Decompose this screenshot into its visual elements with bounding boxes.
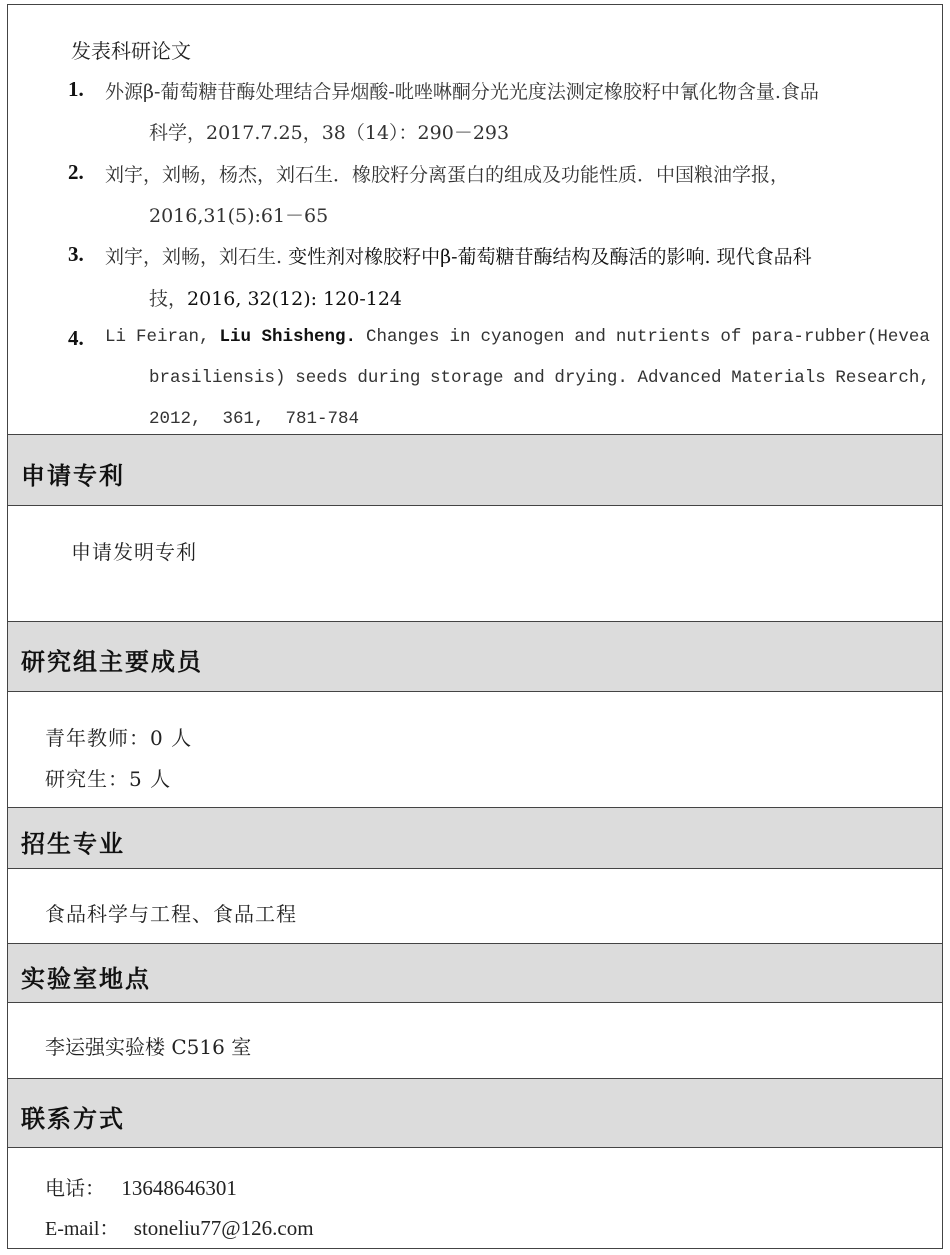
publication-number: 3. (68, 242, 84, 266)
word: and (513, 368, 545, 388)
publication-1-line1: 外源β-葡萄糖苷酶处理结合异烟酸-吡唑啉酮分光光度法测定橡胶籽中氰化物含量.食品 (105, 81, 819, 103)
publication-4-line2 (149, 368, 930, 388)
graduate-students-count: 研究生：5 人 (45, 767, 172, 791)
word: drying. (554, 368, 628, 388)
publication-3-title: 变性剂对橡胶籽中β-葡萄糖苷酶结构及酶活的影响. 现代食品科 (288, 246, 812, 268)
publication-4-line3: 2012, 361, 781-784 (149, 409, 360, 429)
word: storage (430, 368, 504, 388)
publication-3-authors: 刘宇，刘畅，刘石生. (105, 246, 283, 268)
majors-title: 招生专业 (21, 829, 125, 858)
document-frame (7, 4, 943, 1249)
lab-header (8, 943, 942, 1003)
patent-title: 申请专利 (21, 461, 125, 490)
word: in (449, 327, 471, 347)
publication-4-line1 (105, 327, 930, 347)
lab-section (8, 1003, 942, 1078)
phone-label: 电话： (45, 1176, 105, 1200)
publication-2-line1: 刘宇，刘畅，杨杰，刘石生．橡胶籽分离蛋白的组成及功能性质．中国粮油学报， (105, 164, 790, 186)
patent-header (8, 434, 942, 506)
publications-section (8, 5, 942, 435)
publication-3-line1 (105, 242, 930, 269)
word: of (720, 327, 742, 347)
majors-header (8, 807, 942, 869)
word: seeds (295, 368, 348, 388)
word: Materials (731, 368, 826, 388)
email-address[interactable]: stoneliu77@126.com (133, 1216, 314, 1240)
publication-2-line2: 2016,31(5):61－65 (149, 205, 329, 227)
majors-text: 食品科学与工程、食品工程 (45, 902, 297, 926)
publication-number: 1. (68, 77, 84, 101)
publication-3-volume: 2016, 32(12): 120-124 (187, 288, 403, 310)
word: Changes (365, 327, 440, 347)
author-highlight: Liu Shisheng. (219, 327, 356, 347)
publications-heading: 发表科研论文 (71, 39, 191, 63)
publication-number: 4. (68, 326, 84, 350)
word: brasiliensis) (149, 368, 286, 388)
members-section (8, 692, 942, 807)
contact-section (8, 1148, 942, 1248)
members-header (8, 621, 942, 692)
word: Li (105, 327, 127, 347)
publication-3-journal-end: 技， (149, 288, 188, 310)
word: para-rubber(Hevea (751, 327, 930, 347)
word: Feiran, (135, 327, 210, 347)
publication-1-line2: 科学，2017.7.25，38（14）：290－293 (149, 122, 510, 144)
publication-3-line2 (149, 284, 402, 311)
young-teachers-count: 青年教师：0 人 (45, 726, 193, 750)
contact-header (8, 1078, 942, 1148)
word: Research, (835, 368, 930, 388)
lab-title: 实验室地点 (21, 964, 151, 993)
email-row (45, 1212, 314, 1241)
publication-number: 2. (68, 160, 84, 184)
phone-row (45, 1172, 237, 1201)
members-title: 研究组主要成员 (21, 647, 203, 676)
word: and (574, 327, 606, 347)
majors-section (8, 869, 942, 943)
patent-text: 申请发明专利 (71, 540, 197, 564)
phone-number: 13648646301 (121, 1176, 237, 1200)
email-label: E-mail： (45, 1218, 120, 1240)
word: Advanced (637, 368, 722, 388)
contact-title: 联系方式 (21, 1104, 125, 1133)
word: cyanogen (480, 327, 565, 347)
lab-location: 李运强实验楼 C516 室 (45, 1035, 252, 1059)
word: nutrients (615, 327, 711, 347)
word: during (357, 368, 421, 388)
patent-section (8, 506, 942, 621)
